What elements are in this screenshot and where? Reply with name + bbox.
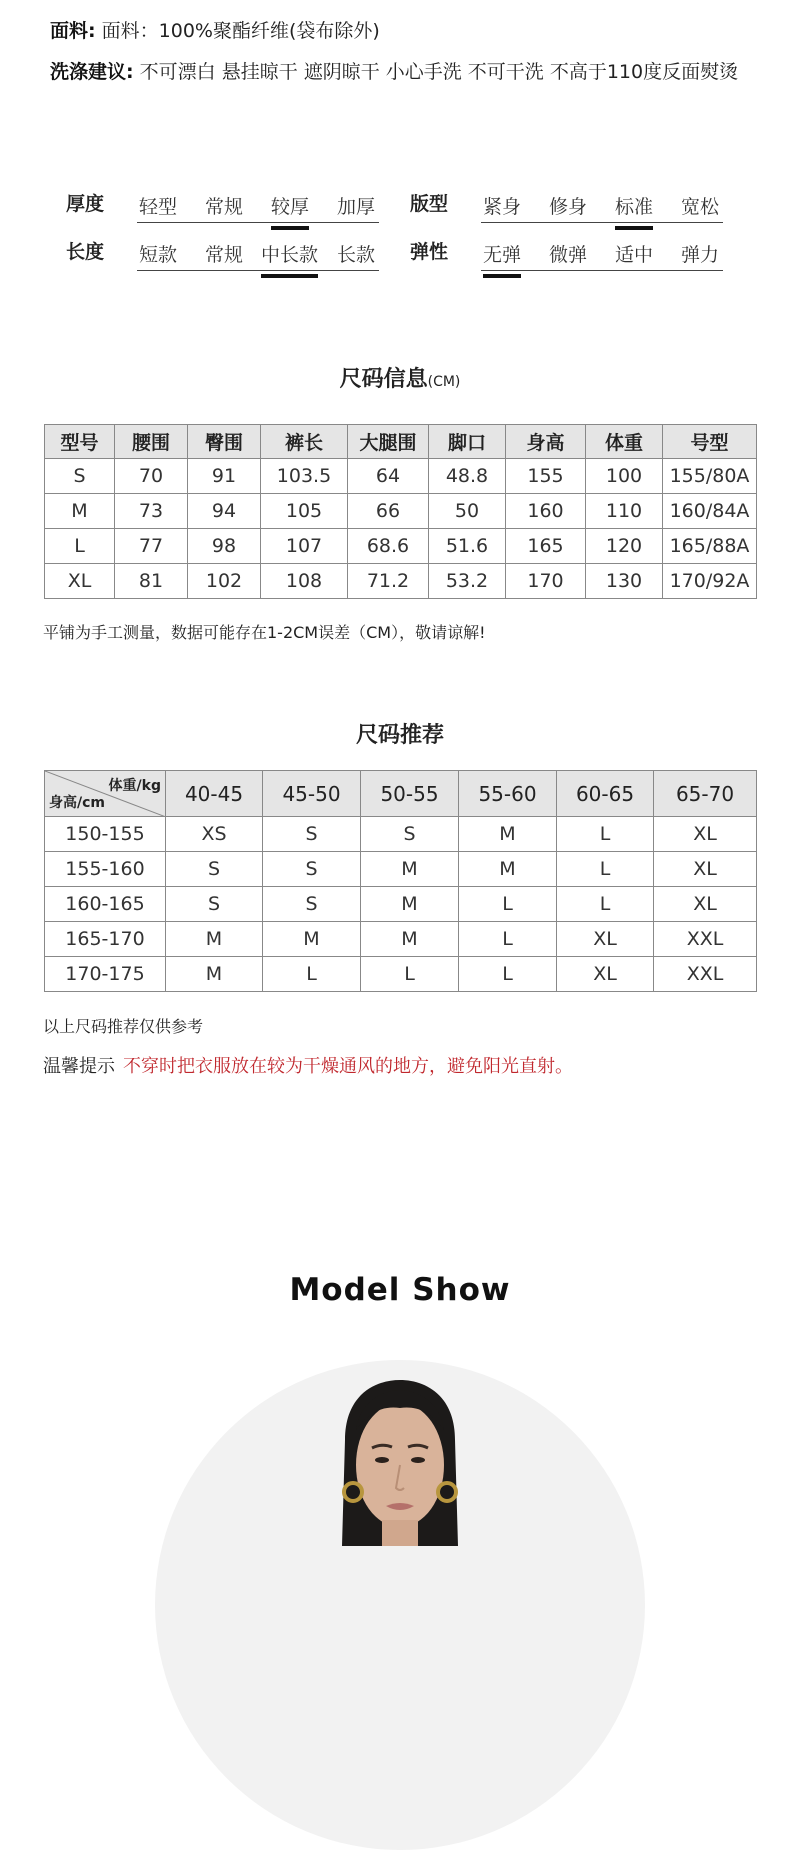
size-cell: XXL [654, 922, 757, 957]
attr-option-selected: 无弹 [483, 240, 521, 267]
table-cell: L [45, 529, 115, 564]
table-cell: 50 [429, 494, 506, 529]
col-header: 型号 [45, 425, 115, 459]
attr-option: 常规 [205, 196, 244, 218]
table-row [45, 564, 757, 599]
wash-label: 洗涤建议: [50, 61, 134, 83]
attr-option: 宽松 [681, 196, 720, 218]
col-header: 脚口 [429, 425, 506, 459]
size-cell: M [263, 922, 361, 957]
table-row [45, 922, 757, 957]
size-cell: XL [557, 957, 654, 992]
size-cell: L [557, 817, 654, 852]
height-cell: 150-155 [45, 817, 166, 852]
attr-options-thickness [137, 188, 379, 223]
table-cell: 102 [188, 564, 261, 599]
wash-instructions [50, 52, 780, 92]
size-cell: S [263, 852, 361, 887]
table-cell: M [45, 494, 115, 529]
attr-label-length: 长度 [66, 241, 105, 263]
size-cell: L [459, 887, 557, 922]
table-cell: 160 [506, 494, 586, 529]
model-photo [0, 1380, 800, 1546]
table-cell: 68.6 [348, 529, 429, 564]
table-cell: 107 [261, 529, 348, 564]
table-row [45, 817, 757, 852]
weight-header: 40-45 [166, 771, 263, 817]
table-cell: 165/88A [663, 529, 757, 564]
attr-label-elasticity: 弹性 [410, 241, 449, 263]
weight-header: 50-55 [361, 771, 459, 817]
weight-header: 45-50 [263, 771, 361, 817]
size-info-table [44, 424, 757, 599]
table-row [45, 852, 757, 887]
table-cell: 108 [261, 564, 348, 599]
col-header: 号型 [663, 425, 757, 459]
table-cell: 70 [115, 459, 188, 494]
table-cell: 155/80A [663, 459, 757, 494]
table-row [45, 887, 757, 922]
col-header: 腰围 [115, 425, 188, 459]
table-cell: 100 [586, 459, 663, 494]
size-cell: XL [654, 817, 757, 852]
care-tip-text: 不穿时把衣服放在较为干燥通风的地方，避免阳光直射。 [123, 1056, 573, 1077]
col-header: 臀围 [188, 425, 261, 459]
attr-option: 长款 [337, 244, 376, 266]
fabric-value: 面料：100%聚酯纤维(袋布除外) [95, 20, 380, 42]
recommend-header-row [45, 771, 757, 817]
measure-note: 平铺为手工测量，数据可能存在1-2CM误差（CM），敬请谅解! [43, 623, 486, 642]
attr-option: 常规 [205, 244, 244, 266]
table-cell: 71.2 [348, 564, 429, 599]
model-show-title: Model Show [289, 1272, 511, 1308]
size-cell: L [263, 957, 361, 992]
table-cell: 170 [506, 564, 586, 599]
attr-option: 短款 [139, 244, 178, 266]
table-cell: 64 [348, 459, 429, 494]
table-cell: S [45, 459, 115, 494]
table-cell: 170/92A [663, 564, 757, 599]
table-cell: 160/84A [663, 494, 757, 529]
col-header: 裤长 [261, 425, 348, 459]
care-tip-label: 温馨提示 [43, 1056, 115, 1077]
wash-value: 不可漂白 悬挂晾干 遮阴晾干 小心手洗 不可干洗 不高于110度反面熨烫 [133, 61, 739, 83]
attr-option: 紧身 [483, 196, 522, 218]
size-cell: XXL [654, 957, 757, 992]
col-header: 体重 [586, 425, 663, 459]
table-row [45, 957, 757, 992]
table-cell: 105 [261, 494, 348, 529]
table-cell: 120 [586, 529, 663, 564]
corner-height-label: 身高/cm [49, 795, 105, 811]
table-cell: 48.8 [429, 459, 506, 494]
weight-header: 60-65 [557, 771, 654, 817]
table-cell: 53.2 [429, 564, 506, 599]
size-cell: XL [654, 852, 757, 887]
size-cell: S [361, 817, 459, 852]
table-cell: 51.6 [429, 529, 506, 564]
height-cell: 160-165 [45, 887, 166, 922]
table-cell: 91 [188, 459, 261, 494]
weight-header: 65-70 [654, 771, 757, 817]
attr-option: 弹力 [681, 244, 720, 266]
table-cell: 165 [506, 529, 586, 564]
table-cell: 66 [348, 494, 429, 529]
size-cell: S [166, 852, 263, 887]
size-cell: XL [557, 922, 654, 957]
size-recommend-title: 尺码推荐 [355, 723, 444, 748]
attr-option: 微弹 [549, 244, 588, 266]
size-recommend-table [44, 770, 757, 992]
size-cell: M [361, 887, 459, 922]
size-cell: XL [654, 887, 757, 922]
height-cell: 170-175 [45, 957, 166, 992]
attr-options-elasticity [481, 236, 723, 271]
attr-option: 加厚 [337, 196, 376, 218]
table-cell: 130 [586, 564, 663, 599]
table-cell: 94 [188, 494, 261, 529]
corner-cell [45, 771, 166, 817]
fabric-label: 面料: [50, 20, 96, 42]
table-cell: 155 [506, 459, 586, 494]
attr-option-selected: 标准 [615, 192, 653, 219]
table-cell: 98 [188, 529, 261, 564]
weight-header: 55-60 [459, 771, 557, 817]
height-cell: 155-160 [45, 852, 166, 887]
size-cell: S [263, 887, 361, 922]
size-cell: M [166, 922, 263, 957]
attr-options-fit [481, 188, 723, 223]
col-header: 大腿围 [348, 425, 429, 459]
table-cell: XL [45, 564, 115, 599]
height-cell: 165-170 [45, 922, 166, 957]
attr-option: 修身 [549, 196, 588, 218]
attr-label-thickness: 厚度 [66, 193, 105, 215]
attr-label-fit: 版型 [410, 193, 449, 215]
fabric-line [50, 14, 770, 48]
size-info-title: 尺码信息(CM) [339, 367, 461, 392]
col-header: 身高 [506, 425, 586, 459]
table-row [45, 459, 757, 494]
size-cell: L [459, 922, 557, 957]
table-cell: 77 [115, 529, 188, 564]
size-cell: L [557, 887, 654, 922]
attr-option: 轻型 [139, 196, 178, 218]
corner-weight-label: 体重/kg [108, 778, 161, 794]
recommend-note: 以上尺码推荐仅供参考 [43, 1017, 204, 1036]
table-row [45, 529, 757, 564]
size-cell: S [166, 887, 263, 922]
attr-option-selected: 中长款 [261, 240, 318, 267]
attr-option: 适中 [615, 244, 654, 266]
size-cell: M [361, 852, 459, 887]
table-cell: 110 [586, 494, 663, 529]
size-cell: S [263, 817, 361, 852]
size-cell: L [459, 957, 557, 992]
care-tip [43, 1052, 573, 1078]
size-info-header-row [45, 425, 757, 459]
size-cell: M [459, 817, 557, 852]
attr-option-selected: 较厚 [271, 192, 309, 219]
table-row [45, 494, 757, 529]
size-cell: XS [166, 817, 263, 852]
table-cell: 103.5 [261, 459, 348, 494]
size-cell: L [557, 852, 654, 887]
size-cell: L [361, 957, 459, 992]
size-cell: M [361, 922, 459, 957]
table-cell: 73 [115, 494, 188, 529]
size-info-unit: (CM) [427, 374, 461, 390]
attr-options-length [137, 236, 379, 271]
table-cell: 81 [115, 564, 188, 599]
size-cell: M [166, 957, 263, 992]
size-cell: M [459, 852, 557, 887]
